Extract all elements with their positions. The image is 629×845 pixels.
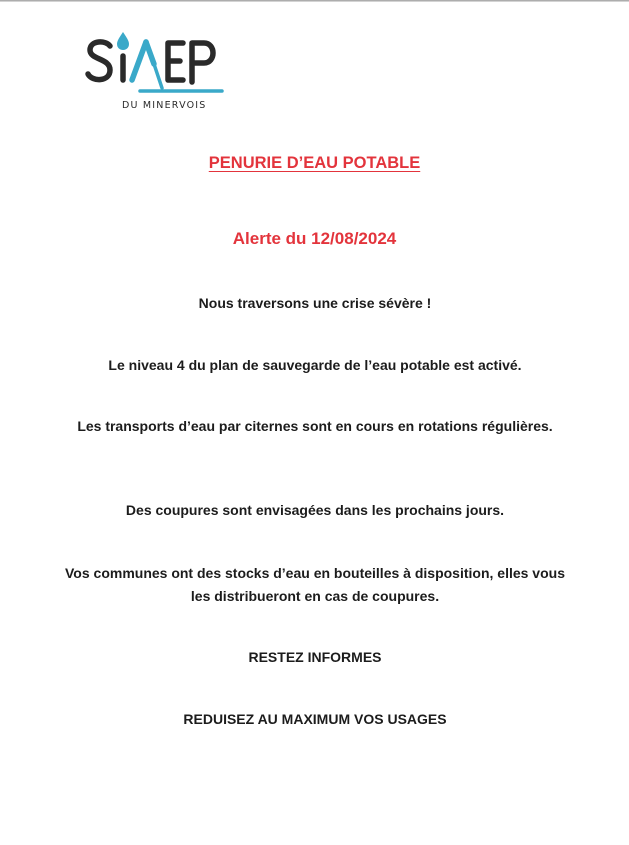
paragraph-crisis: Nous traversons une crise sévère ! [198, 295, 432, 311]
siaep-logo-mark [84, 30, 234, 100]
notice-title: PENURIE D’EAU POTABLE [208, 154, 421, 172]
paragraph-tanker-transport: Les transports d’eau par citernes sont en cours en rotations régulières. [77, 418, 553, 434]
paragraph-bottled-water: Vos communes ont des stocks d’eau en bouteilles à disposition, elles vous les distribueront en cas de coupures. [65, 565, 565, 604]
logo-subtitle: DU MINERVOIS [122, 100, 207, 111]
page-top-edge [0, 0, 629, 2]
stay-informed-text: RESTEZ INFORMES [248, 649, 382, 665]
reduce-usage-text: REDUISEZ AU MAXIMUM VOS USAGES [183, 711, 447, 727]
alert-date: Alerte du 12/08/2024 [232, 229, 397, 248]
paragraph-outages: Des coupures sont envisagées dans les prochains jours. [125, 502, 505, 518]
paragraph-plan-level: Le niveau 4 du plan de sauvegarde de l’eau potable est activé. [108, 357, 522, 373]
siaep-logo [84, 30, 234, 122]
